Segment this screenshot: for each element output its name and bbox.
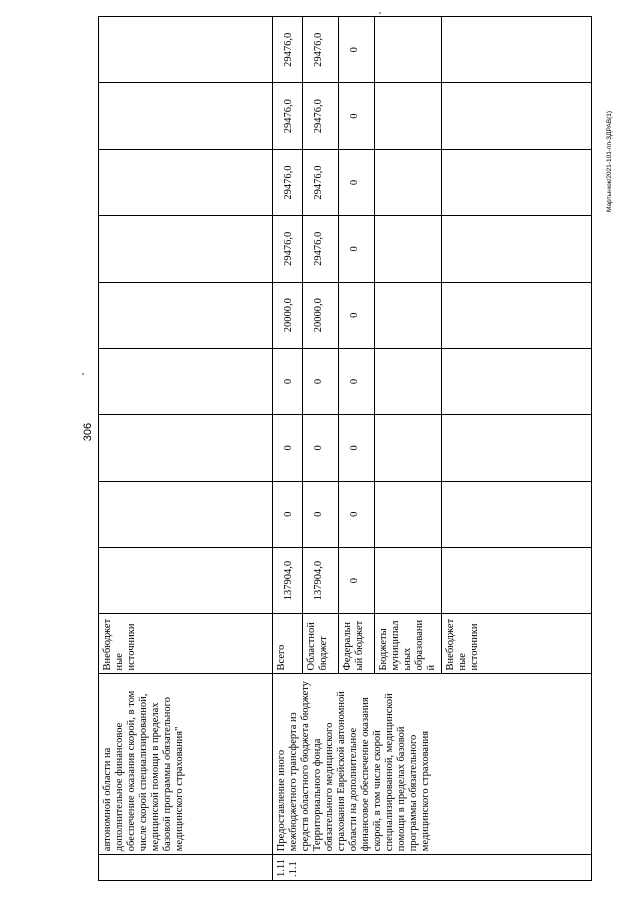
value-cell <box>99 481 273 547</box>
value-cell <box>375 216 442 282</box>
document-footer-code: Мартынюк/2021-101-пп-ЗДРАВ(1) <box>606 110 613 212</box>
value-cell: 29476,0 <box>273 17 303 83</box>
value-cell: 29476,0 <box>273 83 303 149</box>
page-number: 306 <box>82 422 94 442</box>
value-cell <box>375 282 442 348</box>
value-cell <box>99 282 273 348</box>
row-source-cell: Внебюджетные источники <box>99 614 273 674</box>
source-total: Всего <box>273 614 303 674</box>
value-cell <box>99 17 273 83</box>
value-cell <box>442 481 592 547</box>
value-cell <box>99 547 273 613</box>
value-cell: 29476,0 <box>303 216 339 282</box>
value-cell: 0 <box>339 282 375 348</box>
value-cell: 0 <box>273 481 303 547</box>
value-cell: 137904,0 <box>303 547 339 613</box>
value-cell: 20000,0 <box>303 282 339 348</box>
value-cell: 29476,0 <box>303 83 339 149</box>
value-cell <box>442 149 592 215</box>
value-cell: 0 <box>273 415 303 481</box>
value-cell: 29476,0 <box>273 216 303 282</box>
value-cell: 20000,0 <box>273 282 303 348</box>
value-cell <box>375 83 442 149</box>
value-cell <box>442 547 592 613</box>
value-cell: 29476,0 <box>303 17 339 83</box>
value-cell <box>442 83 592 149</box>
value-cell <box>99 216 273 282</box>
value-cell: 0 <box>339 348 375 414</box>
source-extrabudgetary: Внебюджетные источники <box>442 614 592 674</box>
source-municipal-budgets: Бюджеты муниципальных образований <box>375 614 442 674</box>
value-cell: 0 <box>303 348 339 414</box>
table-row-prev-continuation <box>99 17 273 881</box>
source-regional-budget: Областной бюджет <box>303 614 339 674</box>
value-cell <box>375 481 442 547</box>
value-cell <box>99 348 273 414</box>
value-cell: 0 <box>303 481 339 547</box>
value-cell: 0 <box>339 415 375 481</box>
value-cell <box>442 415 592 481</box>
row-name-cell: автономной области на дополнительное финансовое обеспечение оказания скорой, в том числе скорой специализированной, медицинской помощи в пределах базовой программы обязательного медицинского страхования" <box>99 674 273 855</box>
value-cell <box>375 547 442 613</box>
budget-table <box>98 16 592 881</box>
value-cell: 0 <box>303 415 339 481</box>
value-cell: 29476,0 <box>303 149 339 215</box>
value-cell <box>375 348 442 414</box>
scan-speck <box>82 373 84 375</box>
scan-speck <box>379 12 381 14</box>
value-cell: 0 <box>273 348 303 414</box>
value-cell: 0 <box>339 17 375 83</box>
value-cell: 0 <box>339 216 375 282</box>
value-cell <box>442 17 592 83</box>
value-cell <box>99 83 273 149</box>
value-cell <box>442 348 592 414</box>
value-cell: 0 <box>339 481 375 547</box>
value-cell: 0 <box>339 83 375 149</box>
value-cell <box>99 149 273 215</box>
value-cell <box>442 282 592 348</box>
value-cell: 29476,0 <box>273 149 303 215</box>
value-cell <box>99 415 273 481</box>
value-cell <box>442 216 592 282</box>
value-cell <box>375 17 442 83</box>
source-federal-budget: Федеральный бюджет <box>339 614 375 674</box>
table-row-total <box>273 17 303 881</box>
value-cell: 0 <box>339 149 375 215</box>
value-cell: 137904,0 <box>273 547 303 613</box>
item-code-cell: 1.11.1.1 <box>273 855 592 881</box>
row-code-cell <box>99 855 273 881</box>
budget-table-rotated <box>98 16 579 881</box>
value-cell: 0 <box>339 547 375 613</box>
value-cell <box>375 149 442 215</box>
item-name-cell: Предоставление иного межбюджетного трансферта из средств областного бюджета бюджету Территориального фонда обязательного медицинского страхования Еврейской автономной области на дополнительное финансовое обеспечение оказания скорой, в том числе скорой специализированной, медицинской помощи в пределах базовой программы обязательного медицинского страхования <box>273 674 592 855</box>
value-cell <box>375 415 442 481</box>
